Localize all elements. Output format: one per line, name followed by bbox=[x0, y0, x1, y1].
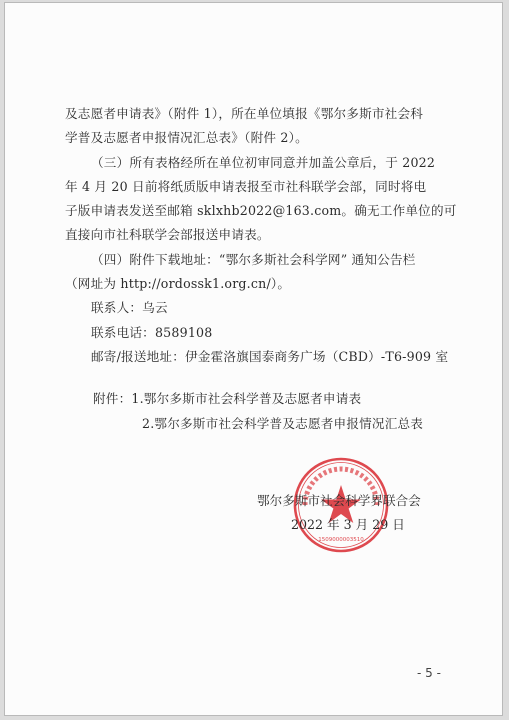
page-number: - 5 - bbox=[417, 666, 441, 680]
document-page bbox=[4, 2, 503, 716]
contact-address: 邮寄/报送地址：伊金霍洛旗国泰商务广场（CBD）-T6-909 室 bbox=[91, 348, 449, 364]
body-line: 年 4 月 20 日前将纸质版申请表报至市社科联学会部，同时将电 bbox=[65, 178, 427, 194]
document-body bbox=[65, 102, 465, 436]
contact-person: 联系人：乌云 bbox=[91, 300, 168, 316]
signature-org: 鄂尔多斯市社会科学界联合会 bbox=[257, 493, 421, 508]
contact-phone: 联系电话：8589108 bbox=[91, 324, 213, 340]
body-line: （四）附件下载地址：“鄂尔多斯社会科学网” 通知公告栏 bbox=[91, 251, 416, 267]
body-line: 及志愿者申请表》（附件 1），所在单位填报《鄂尔多斯市社会科 bbox=[65, 106, 424, 121]
body-line: 子版申请表发送至邮箱 sklxhb2022@163.com。确无工作单位的可 bbox=[65, 203, 457, 219]
body-line: （三）所有表格经所在单位初审同意并加盖公章后，于 2022 bbox=[91, 154, 436, 170]
signature-block bbox=[257, 489, 421, 537]
attachments-label: 附件： bbox=[93, 391, 132, 407]
attachment-text: 1.鄂尔多斯市社会科学普及志愿者申请表 bbox=[131, 391, 362, 407]
attachment-item: 2.鄂尔多斯市社会科学普及志愿者申报情况汇总表 bbox=[142, 415, 424, 431]
body-line: 学普及志愿者申报情况汇总表》（附件 2）。 bbox=[65, 130, 308, 146]
seal-number: 1509000003510 bbox=[318, 537, 364, 543]
attachment-item bbox=[65, 387, 465, 411]
body-line: （网址为 http://ordossk1.org.cn/）。 bbox=[65, 276, 291, 292]
signature-date: 2022 年 3 月 29 日 bbox=[291, 517, 405, 532]
body-line: 直接向市社科联学会部报送申请表。 bbox=[65, 227, 270, 243]
